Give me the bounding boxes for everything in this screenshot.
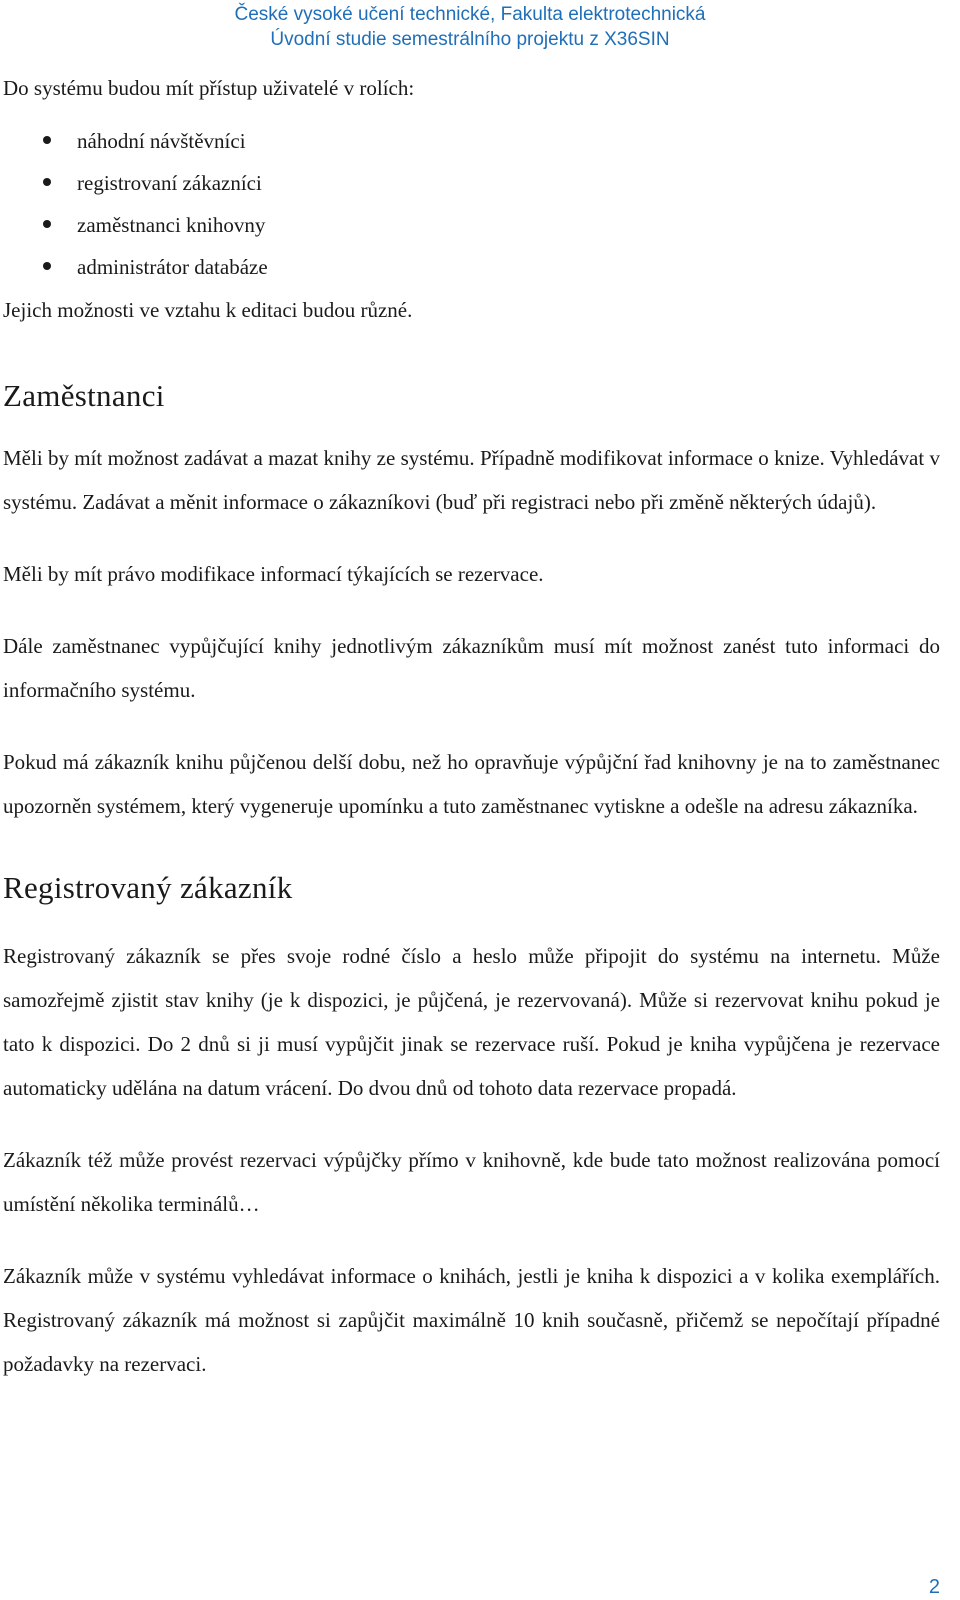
- employees-paragraph: Měli by mít právo modifikace informací týkajících se rezervace.: [3, 562, 544, 586]
- list-item: [3, 162, 940, 204]
- role-label: zaměstnanci knihovny: [77, 213, 266, 237]
- bullet-icon: [43, 178, 51, 186]
- roles-note: Jejich možnosti ve vztahu k editaci budou různé.: [3, 298, 413, 322]
- section-heading-registered-customer: Registrovaný zákazník: [3, 870, 293, 905]
- customer-paragraph: Registrovaný zákazník se přes svoje rodné číslo a heslo může připojit do systému na internetu. Může samozřejmě zjistit stav knihy (je k dispozici, je půjčená, je rezervovaná). Může si rezervovat knihu pokud je tato k dispozici. Do 2 dnů si ji musí vypůjčit jinak se rezervace ruší. Pokud je kniha vypůjčena je rezervace automaticky udělána na datum vrácení. Do dvou dnů od tohoto data rezervace propadá.: [3, 944, 940, 1100]
- page-number: 2: [928, 1576, 940, 1598]
- page-header: [0, 2, 960, 52]
- role-label: administrátor databáze: [77, 255, 268, 279]
- customer-paragraph: Zákazník může v systému vyhledávat informace o knihách, jestli je kniha k dispozici a v kolika exemplářích. Registrovaný zákazník má možnost si zapůjčit maximálně 10 knih současně, přičemž se nepočítají případné požadavky na rezervaci.: [3, 1264, 940, 1376]
- bullet-icon: [43, 220, 51, 228]
- header-institution: České vysoké učení technické, Fakulta elektrotechnická: [234, 4, 706, 25]
- intro-paragraph: Do systému budou mít přístup uživatelé v rolích:: [3, 76, 415, 100]
- roles-list: [3, 120, 940, 288]
- header-project-title: Úvodní studie semestrálního projektu z X36SIN: [270, 29, 670, 50]
- role-label: náhodní návštěvníci: [77, 129, 246, 153]
- section-heading-employees: Zaměstnanci: [3, 378, 165, 413]
- role-label: registrovaní zákazníci: [77, 171, 262, 195]
- employees-paragraph: Měli by mít možnost zadávat a mazat knihy ze systému. Případně modifikovat informace o knize. Vyhledávat v systému. Zadávat a měnit informace o zákazníkovi (buď při registraci nebo při změně některých údajů).: [3, 446, 940, 514]
- list-item: [3, 120, 940, 162]
- document-body: [3, 66, 940, 1386]
- employees-paragraph: Dále zaměstnanec vypůjčující knihy jednotlivým zákazníkům musí mít možnost zanést tuto informaci do informačního systému.: [3, 634, 940, 702]
- bullet-icon: [43, 262, 51, 270]
- bullet-icon: [43, 136, 51, 144]
- list-item: [3, 204, 940, 246]
- list-item: [3, 246, 940, 288]
- customer-paragraph: Zákazník též může provést rezervaci výpůjčky přímo v knihovně, kde bude tato možnost realizována pomocí umístění několika terminálů…: [3, 1148, 940, 1216]
- employees-paragraph: Pokud má zákazník knihu půjčenou delší dobu, než ho opravňuje výpůjční řad knihovny je na to zaměstnanec upozorněn systémem, který vygeneruje upomínku a tuto zaměstnanec vytiskne a odešle na adresu zákazníka.: [3, 750, 940, 818]
